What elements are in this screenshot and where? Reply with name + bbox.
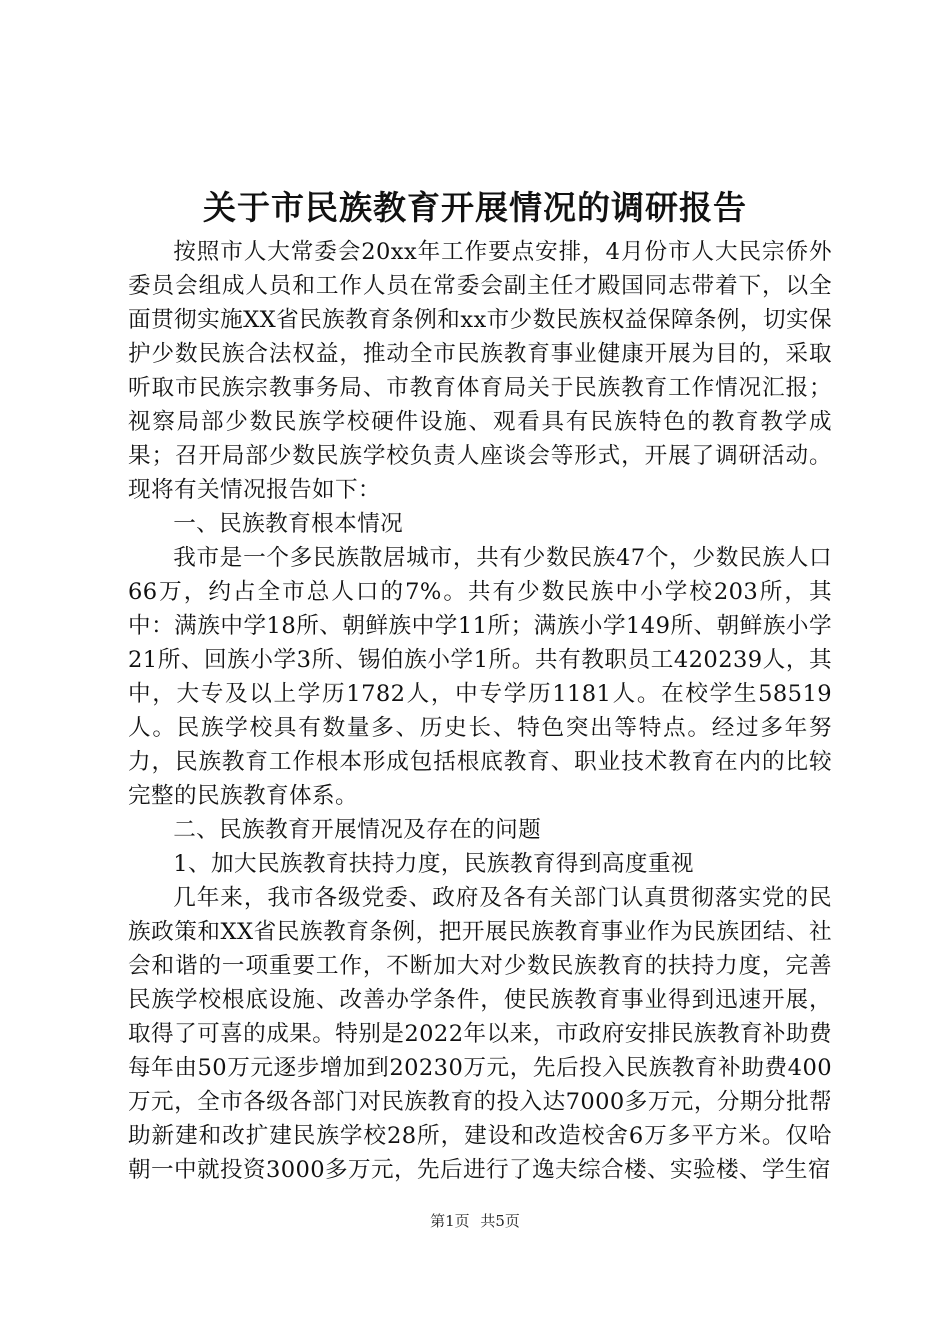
- paragraph-basic-situation: 我市是一个多民族散居城市，共有少数民族47个，少数民族人口66万，约占全市总人口的7%。共有少数民族中小学校203所，其中：满族中学18所、朝鲜族中学11所；满族小学149所、朝鲜族小学21所、回族小学3所、锡伯族小学1所。共有教职员工420239人，其中，大专及以上学历1782人，中专学历1181人。在校学生58519人。民族学校具有数量多、历史长、特色突出等特点。经过多年努力，民族教育工作根本形成包括根底教育、职业技术教育在内的比较完整的民族教育体系。: [128, 545, 832, 809]
- paragraph-intro: 按照市人大常委会20xx年工作要点安排，4月份市人大民宗侨外委员会组成人员和工作人员在常委会副主任才殿国同志带着下，以全面贯彻实施XX省民族教育条例和xx市少数民族权益保障条例，切实保护少数民族合法权益，推动全市民族教育事业健康开展为目的，采取听取市民族宗教事务局、市教育体育局关于民族教育工作情况汇报；视察局部少数民族学校硬件设施、观看具有民族特色的教育教学成果；召开局部少数民族学校负责人座谈会等形式，开展了调研活动。现将有关情况报告如下：: [128, 239, 832, 503]
- subsection-heading-1: 1、加大民族教育扶持力度，民族教育得到高度重视: [173, 851, 694, 877]
- page-footer: [0, 1211, 950, 1231]
- section-heading-1: 一、民族教育根本情况: [173, 511, 404, 537]
- document-title: 关于市民族教育开展情况的调研报告: [203, 188, 747, 227]
- page-number: 第1页: [430, 1212, 470, 1230]
- section-heading-2: 二、民族教育开展情况及存在的问题: [173, 817, 542, 843]
- page-total: 共5页: [480, 1212, 520, 1230]
- document-body: [128, 235, 832, 1187]
- paragraph-support: 几年来，我市各级党委、政府及各有关部门认真贯彻落实党的民族政策和XX省民族教育条例，把开展民族教育事业作为民族团结、社会和谐的一项重要工作，不断加大对少数民族教育的扶持力度，完善民族学校根底设施、改善办学条件，使民族教育事业得到迅速开展，取得了可喜的成果。特别是2022年以来，市政府安排民族教育补助费每年由50万元逐步增加到20230万元，先后投入民族教育补助费400万元，全市各级各部门对民族教育的投入达7000多万元，分期分批帮助新建和改扩建民族学校28所，建设和改造校舍6万多平方米。仅哈朝一中就投资3000多万元，先后进行了逸夫综合楼、实验楼、学生宿: [128, 885, 832, 1183]
